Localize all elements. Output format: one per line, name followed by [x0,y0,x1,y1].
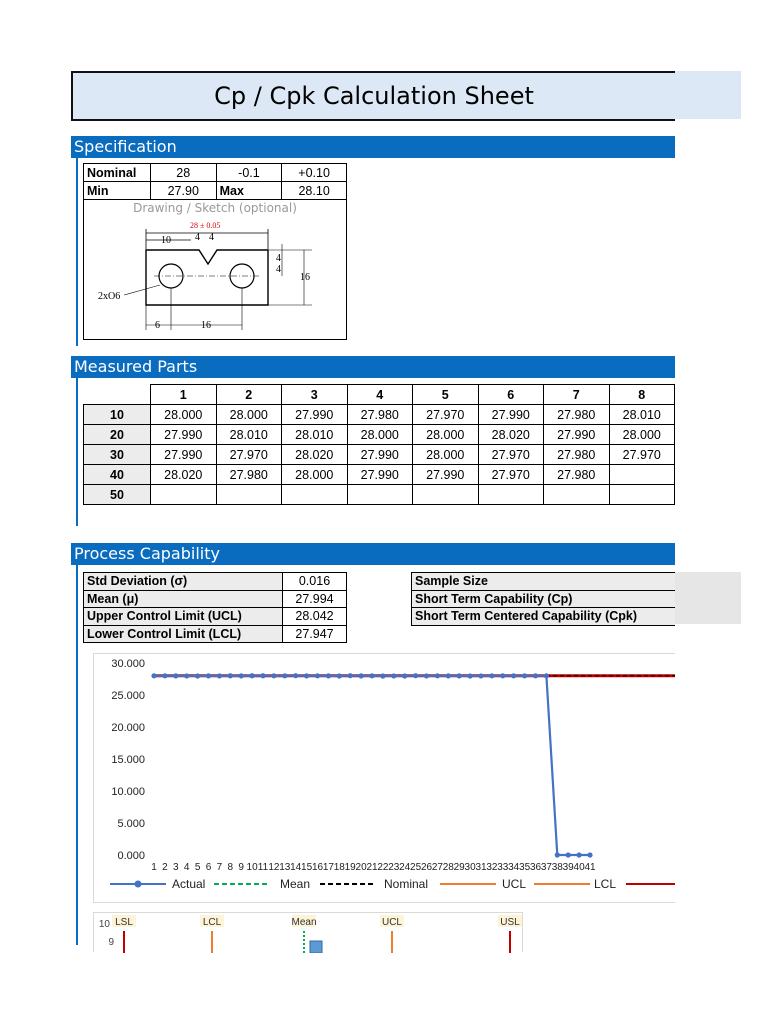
part-drawing [84,199,346,339]
x-tick-label: 12 [268,862,280,873]
max-label: Max [216,182,282,200]
actual-data-point [468,673,473,678]
measurement-cell[interactable] [544,485,610,505]
actual-data-point [544,673,549,678]
measurement-cell[interactable] [216,485,282,505]
legend-label: LCL [594,877,617,891]
x-tick-label: 7 [216,862,223,873]
measurement-cell[interactable]: 27.970 [413,405,479,425]
measurement-cell[interactable]: 28.010 [216,425,282,445]
title-banner [71,71,675,121]
sketch-area[interactable] [83,199,347,340]
measurement-cell[interactable] [609,485,675,505]
y-tick-label: 5.000 [117,818,145,830]
plus-tolerance[interactable]: +0.10 [282,164,347,182]
actual-data-point [337,673,342,678]
max-value: 28.10 [282,182,347,200]
actual-data-point [369,673,374,678]
actual-data-point [500,673,505,678]
y-tick-label: 25.000 [111,690,145,702]
specification-header: Specification [71,136,675,158]
control-chart-svg [94,654,684,904]
drawing-dim-4a: 4 [195,232,200,243]
actual-data-point [151,673,156,678]
measurement-cell[interactable]: 27.990 [544,425,610,445]
actual-data-point [217,673,222,678]
title-banner-extension [675,71,741,119]
measurement-cell[interactable]: 27.980 [544,405,610,425]
x-tick-label: 13 [279,862,291,873]
x-tick-label: 4 [183,862,190,873]
min-label: Min [84,182,151,200]
actual-data-point [315,673,320,678]
measured-row [84,425,675,445]
capability-summary-values [675,572,741,624]
measurement-cell[interactable]: 27.990 [347,445,413,465]
x-tick-label: 38 [551,862,563,873]
actual-series-line [154,676,590,855]
x-tick-label: 37 [540,862,552,873]
measured-row [84,405,675,425]
actual-data-point [391,673,396,678]
cpk-label: Short Term Centered Capability (Cpk) [412,608,676,626]
histogram-bar [310,941,322,953]
actual-data-point [522,673,527,678]
measurement-cell[interactable]: 27.970 [478,445,544,465]
measurement-cell[interactable] [151,485,217,505]
actual-data-point [566,852,571,857]
measurement-cell[interactable]: 27.980 [544,445,610,465]
capability-stats-table [83,572,347,643]
actual-data-point [446,673,451,678]
actual-data-point [402,673,407,678]
x-tick-label: 24 [399,862,411,873]
actual-data-point [228,673,233,678]
actual-data-point [380,673,385,678]
x-tick-label: 21 [366,862,378,873]
ucl-value: 28.042 [283,608,347,626]
measurement-cell[interactable]: 27.980 [544,465,610,485]
x-tick-label: 16 [311,862,324,873]
measurement-cell[interactable]: 27.990 [151,445,217,465]
marker-label: LSL [115,917,133,928]
measurement-cell[interactable]: 28.000 [413,445,479,465]
measurement-cell[interactable] [478,485,544,505]
measurement-cell[interactable]: 28.010 [282,425,348,445]
page-title: Cp / Cpk Calculation Sheet [214,82,534,110]
x-tick-label: 15 [301,862,313,873]
measurement-cell[interactable] [413,485,479,505]
x-tick-label: 27 [431,862,443,873]
x-tick-label: 39 [562,862,574,873]
mean-label: Mean (μ) [84,590,283,608]
x-tick-label: 20 [355,862,367,873]
measured-row [84,465,675,485]
minus-tolerance[interactable]: -0.1 [216,164,282,182]
actual-data-point [304,673,309,678]
y-tick-label: 15.000 [111,754,145,766]
x-tick-label: 34 [508,862,520,873]
y-tick-label: 10 [98,919,110,930]
measurement-cell[interactable]: 27.970 [216,445,282,465]
measured-parts-header: Measured Parts [71,356,675,378]
actual-data-point [555,852,560,857]
measured-row [84,445,675,465]
x-tick-label: 41 [584,862,596,873]
measurement-cell[interactable]: 28.000 [413,425,479,445]
measured-header-row [84,385,675,405]
measurement-cell[interactable]: 27.990 [413,465,479,485]
marker-label: Mean [291,917,317,928]
measurement-cell[interactable]: 27.990 [347,465,413,485]
x-tick-label: 3 [173,862,179,873]
x-tick-label: 40 [573,862,585,873]
x-tick-label: 14 [290,862,302,873]
y-tick-label: 0.000 [117,850,145,862]
x-tick-label: 1 [151,862,157,873]
marker-label: USL [500,917,520,928]
actual-data-point [413,673,418,678]
actual-data-point [489,673,494,678]
row-label: 50 [84,485,151,505]
y-tick-label: 10.000 [111,786,145,798]
y-tick-label: 30.000 [111,658,145,670]
marker-label: LCL [202,917,222,928]
nominal-label: Nominal [84,164,151,182]
x-tick-label: 33 [497,862,509,873]
drawing-dim-4d: 4 [276,264,281,275]
measurement-cell[interactable] [347,485,413,505]
row-label: 30 [84,445,151,465]
measurement-cell[interactable]: 28.000 [151,405,217,425]
x-tick-label: 2 [162,862,168,873]
row-label: 10 [84,405,151,425]
x-tick-label: 26 [420,862,433,873]
capability-side-line [76,565,78,945]
x-tick-label: 29 [453,862,465,873]
x-tick-label: 10 [246,862,258,873]
measurement-cell[interactable]: 27.970 [609,445,675,465]
ucl-label: Upper Control Limit (UCL) [84,608,283,626]
row-label: 20 [84,425,151,445]
drawing-dim-4c: 4 [276,253,281,264]
sketch-label: Drawing / Sketch (optional) [133,201,297,215]
drawing-dim-6: 6 [155,320,160,331]
cp-label: Short Term Capability (Cp) [412,590,676,608]
actual-data-point [326,673,331,678]
actual-data-point [587,852,592,857]
x-tick-label: 32 [486,862,498,873]
measured-side-line [76,378,78,526]
column-header: 2 [216,385,282,405]
lcl-label: Lower Control Limit (LCL) [84,625,283,643]
drawing-dim-16-horizontal: 16 [201,320,211,331]
actual-data-point [173,673,178,678]
measurement-cell[interactable]: 28.020 [282,445,348,465]
measurement-cell[interactable]: 27.990 [282,405,348,425]
histogram-chart[interactable] [93,912,523,952]
process-capability-header: Process Capability [71,543,675,565]
actual-data-point [293,673,298,678]
measurement-cell[interactable]: 28.020 [478,425,544,445]
actual-data-point [250,673,255,678]
measurement-cell[interactable] [609,465,675,485]
legend-label: UCL [502,877,527,891]
specification-side-line [76,158,78,346]
actual-data-point [435,673,440,678]
actual-data-point [162,673,167,678]
x-tick-label: 25 [410,862,422,873]
measurement-cell[interactable]: 27.980 [347,405,413,425]
page-margin [675,640,768,940]
std-deviation-label: Std Deviation (σ) [84,573,283,591]
measurement-cell[interactable]: 27.980 [216,465,282,485]
capability-summary-table [411,572,675,626]
drawing-dim-16-vertical: 16 [300,272,310,283]
x-tick-label: 18 [333,862,345,873]
x-tick-label: 17 [322,862,334,873]
marker-label: UCL [381,917,403,928]
actual-data-point [260,673,265,678]
actual-data-point [457,673,462,678]
legend-label: Actual [172,877,206,891]
mean-value: 27.994 [283,590,347,608]
measurement-cell[interactable] [282,485,348,505]
actual-data-point [511,673,516,678]
x-tick-label: 19 [344,862,356,873]
actual-data-point [184,673,189,678]
x-tick-label: 11 [257,862,269,873]
actual-data-point [359,673,364,678]
x-tick-label: 22 [377,862,389,873]
min-value: 27.90 [150,182,216,200]
measurement-cell[interactable]: 27.990 [478,405,544,425]
legend-label: Nominal [384,877,429,891]
column-header: 7 [544,385,610,405]
column-header: 4 [347,385,413,405]
drawing-dim-10: 10 [161,235,171,246]
measurement-cell[interactable]: 27.990 [151,425,217,445]
measured-parts-table [83,384,675,505]
column-header: 5 [413,385,479,405]
legend-marker [135,881,142,888]
measurement-cell[interactable]: 28.000 [216,405,282,425]
actual-data-point [478,673,483,678]
measurement-cell[interactable]: 28.000 [609,425,675,445]
histogram-chart-svg [94,913,524,953]
column-header: 6 [478,385,544,405]
control-chart[interactable] [93,653,683,903]
x-tick-label: 8 [227,862,234,873]
corner-cell [84,385,151,405]
specification-table [83,163,347,200]
actual-data-point [271,673,276,678]
measured-row [84,485,675,505]
x-tick-label: 36 [529,862,542,873]
legend-label: Mean [280,877,311,891]
nominal-value[interactable]: 28 [150,164,216,182]
actual-data-point [348,673,353,678]
lcl-value: 27.947 [283,625,347,643]
actual-data-point [195,673,200,678]
x-tick-label: 5 [194,862,201,873]
drawing-tolerance-text: 28 ± 0.05 [190,221,221,230]
drawing-dim-4b: 4 [209,232,214,243]
actual-data-point [206,673,211,678]
measurement-cell[interactable]: 28.010 [609,405,675,425]
actual-data-point [533,673,538,678]
x-tick-label: 35 [519,862,531,873]
measurement-cell[interactable]: 28.000 [347,425,413,445]
x-tick-label: 31 [475,862,487,873]
x-tick-label: 30 [464,862,476,873]
y-tick-label: 9 [108,937,114,948]
actual-data-point [239,673,244,678]
actual-data-point [577,852,582,857]
column-header: 1 [151,385,217,405]
x-tick-label: 6 [205,862,212,873]
drawing-holes-label: 2xO6 [98,291,121,302]
x-tick-label: 9 [238,862,244,873]
measurement-cell[interactable]: 28.020 [151,465,217,485]
column-header: 3 [282,385,348,405]
actual-data-point [424,673,429,678]
column-header: 8 [609,385,675,405]
x-tick-label: 23 [388,862,400,873]
std-deviation-value: 0.016 [283,573,347,591]
sample-size-label: Sample Size [412,573,676,591]
measurement-cell[interactable]: 28.000 [282,465,348,485]
actual-data-point [282,673,287,678]
measurement-cell[interactable]: 27.970 [478,465,544,485]
row-label: 40 [84,465,151,485]
x-tick-label: 28 [442,862,454,873]
y-tick-label: 20.000 [111,722,145,734]
